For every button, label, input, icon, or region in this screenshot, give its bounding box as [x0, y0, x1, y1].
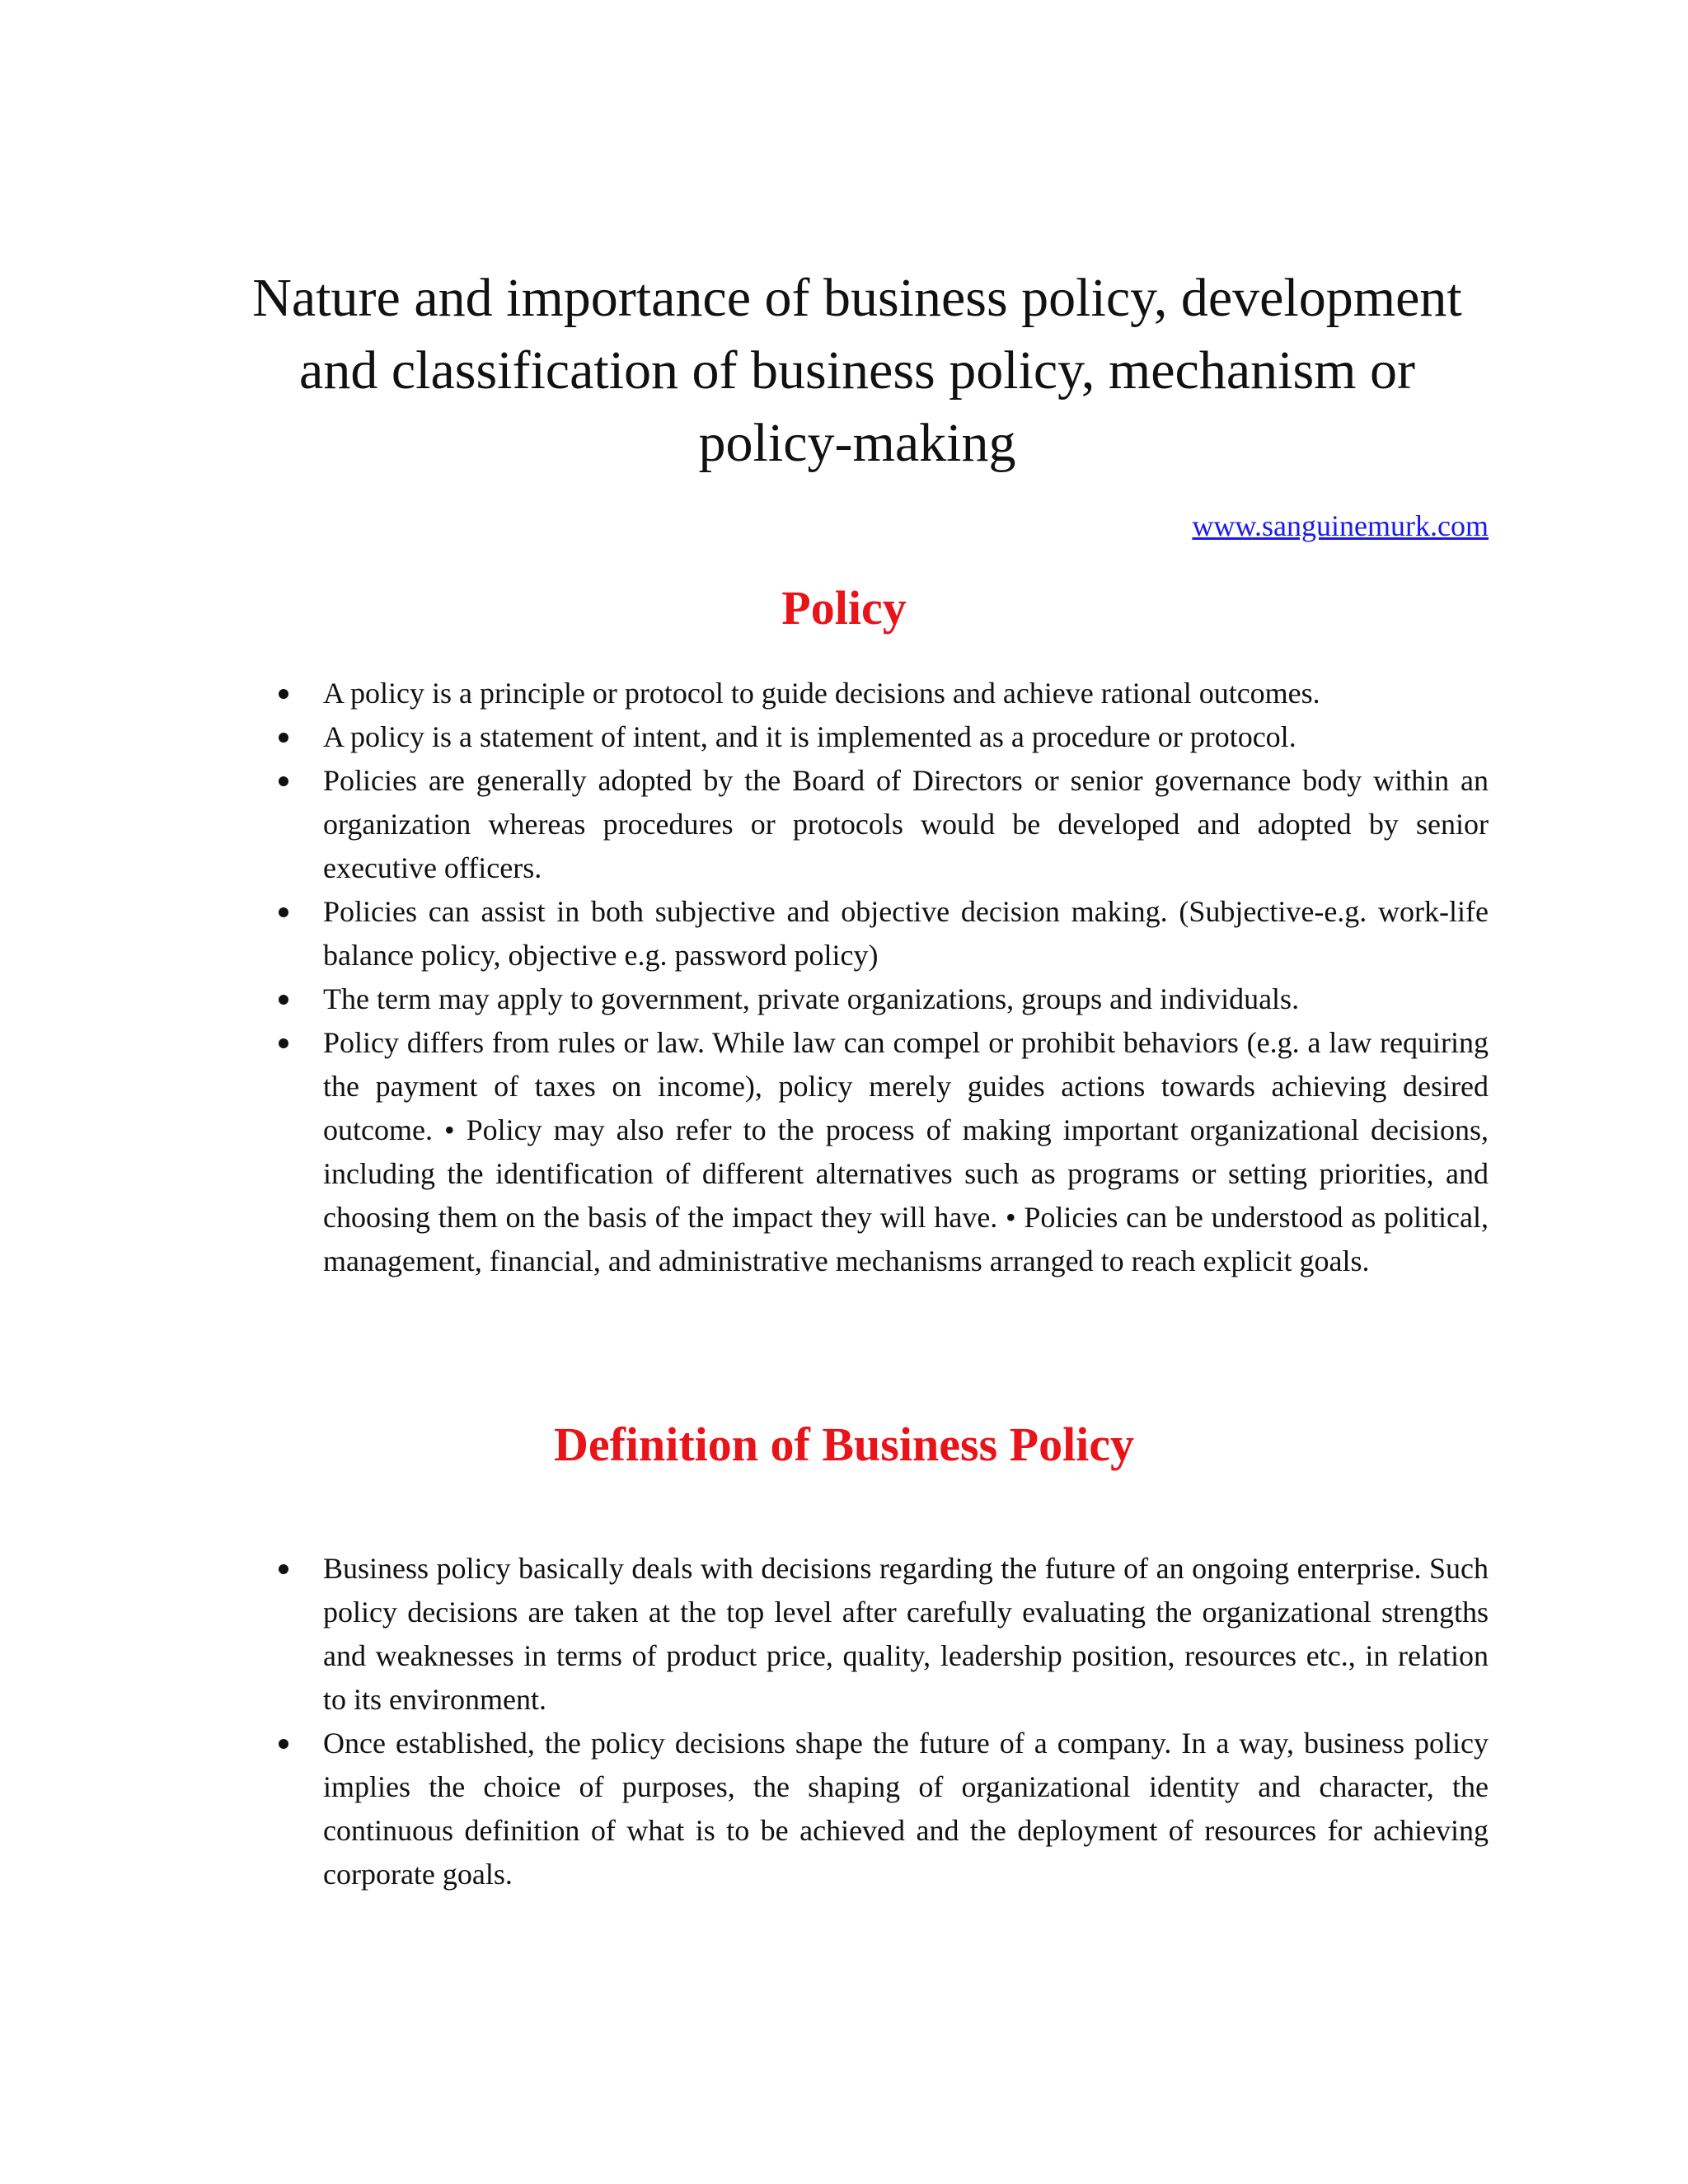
list-item-text: Policies are generally adopted by the Board of Directors or senior governance body within an organization whereas procedures or protocols would be developed and adopted by senior executive officers. [323, 764, 1489, 884]
title-line-3: policy-making [698, 413, 1016, 473]
bullet-icon [279, 995, 288, 1005]
definition-bullet-list [323, 1547, 1489, 1896]
policy-bullet-list [323, 672, 1489, 1283]
title-line-2: and classification of business policy, mechanism or [299, 340, 1415, 401]
bullet-icon [279, 1038, 288, 1048]
list-item-text: Policy differs from rules or law. While law can compel or prohibit behaviors (e.g. a law requiring the payment of taxes on income), policy merely guides actions towards achieving desired outcome. • Policy may also refer to the process of making important organizational decisions, including the identification of different alternatives such as programs or setting priorities, and choosing them on the basis of the impact they will have. • Policies can be understood as political, management, financial, and administrative mechanisms arranged to reach explicit goals. [323, 1026, 1489, 1277]
section-heading-definition: Definition of Business Policy [553, 1418, 1135, 1471]
bullet-icon [279, 1564, 288, 1574]
bullet-icon [279, 776, 288, 786]
list-item [323, 1021, 1489, 1283]
list-item-text: A policy is a statement of intent, and it is implemented as a procedure or protocol. [323, 720, 1296, 753]
list-item-text: Once established, the policy decisions shape the future of a company. In a way, business policy implies the choice of purposes, the shaping of organizational identity and character, the continuous definition of what is to be achieved and the deployment of resources for achieving corporate goals. [323, 1727, 1489, 1891]
list-item [323, 1722, 1489, 1896]
list-item-text: Policies can assist in both subjective and objective decision making. (Subjective-e.g. work-life balance policy, objective e.g. password policy) [323, 895, 1489, 972]
website-link[interactable]: www.sanguinemurk.com [1192, 509, 1489, 542]
list-item [323, 977, 1489, 1021]
bullet-icon [279, 1739, 288, 1749]
document-title [181, 262, 1533, 480]
list-item-text: Business policy basically deals with decisions regarding the future of an ongoing enterprise. Such policy decisions are taken at the top level after carefully evaluating the organizational strengths and weaknesses in terms of product price, quality, leadership position, resources etc., in relation to its environment. [323, 1552, 1489, 1716]
list-item [323, 1547, 1489, 1722]
bullet-icon [279, 907, 288, 917]
list-item [323, 672, 1489, 715]
list-item-text: The term may apply to government, private organizations, groups and individuals. [323, 982, 1300, 1015]
title-line-1: Nature and importance of business policy, development [252, 268, 1462, 328]
list-item-text: A policy is a principle or protocol to guide decisions and achieve rational outcomes. [323, 677, 1320, 710]
list-item [323, 759, 1489, 890]
bullet-icon [279, 689, 288, 699]
section-heading-policy: Policy [781, 581, 907, 635]
bullet-icon [279, 733, 288, 743]
list-item [323, 890, 1489, 977]
list-item [323, 715, 1489, 759]
